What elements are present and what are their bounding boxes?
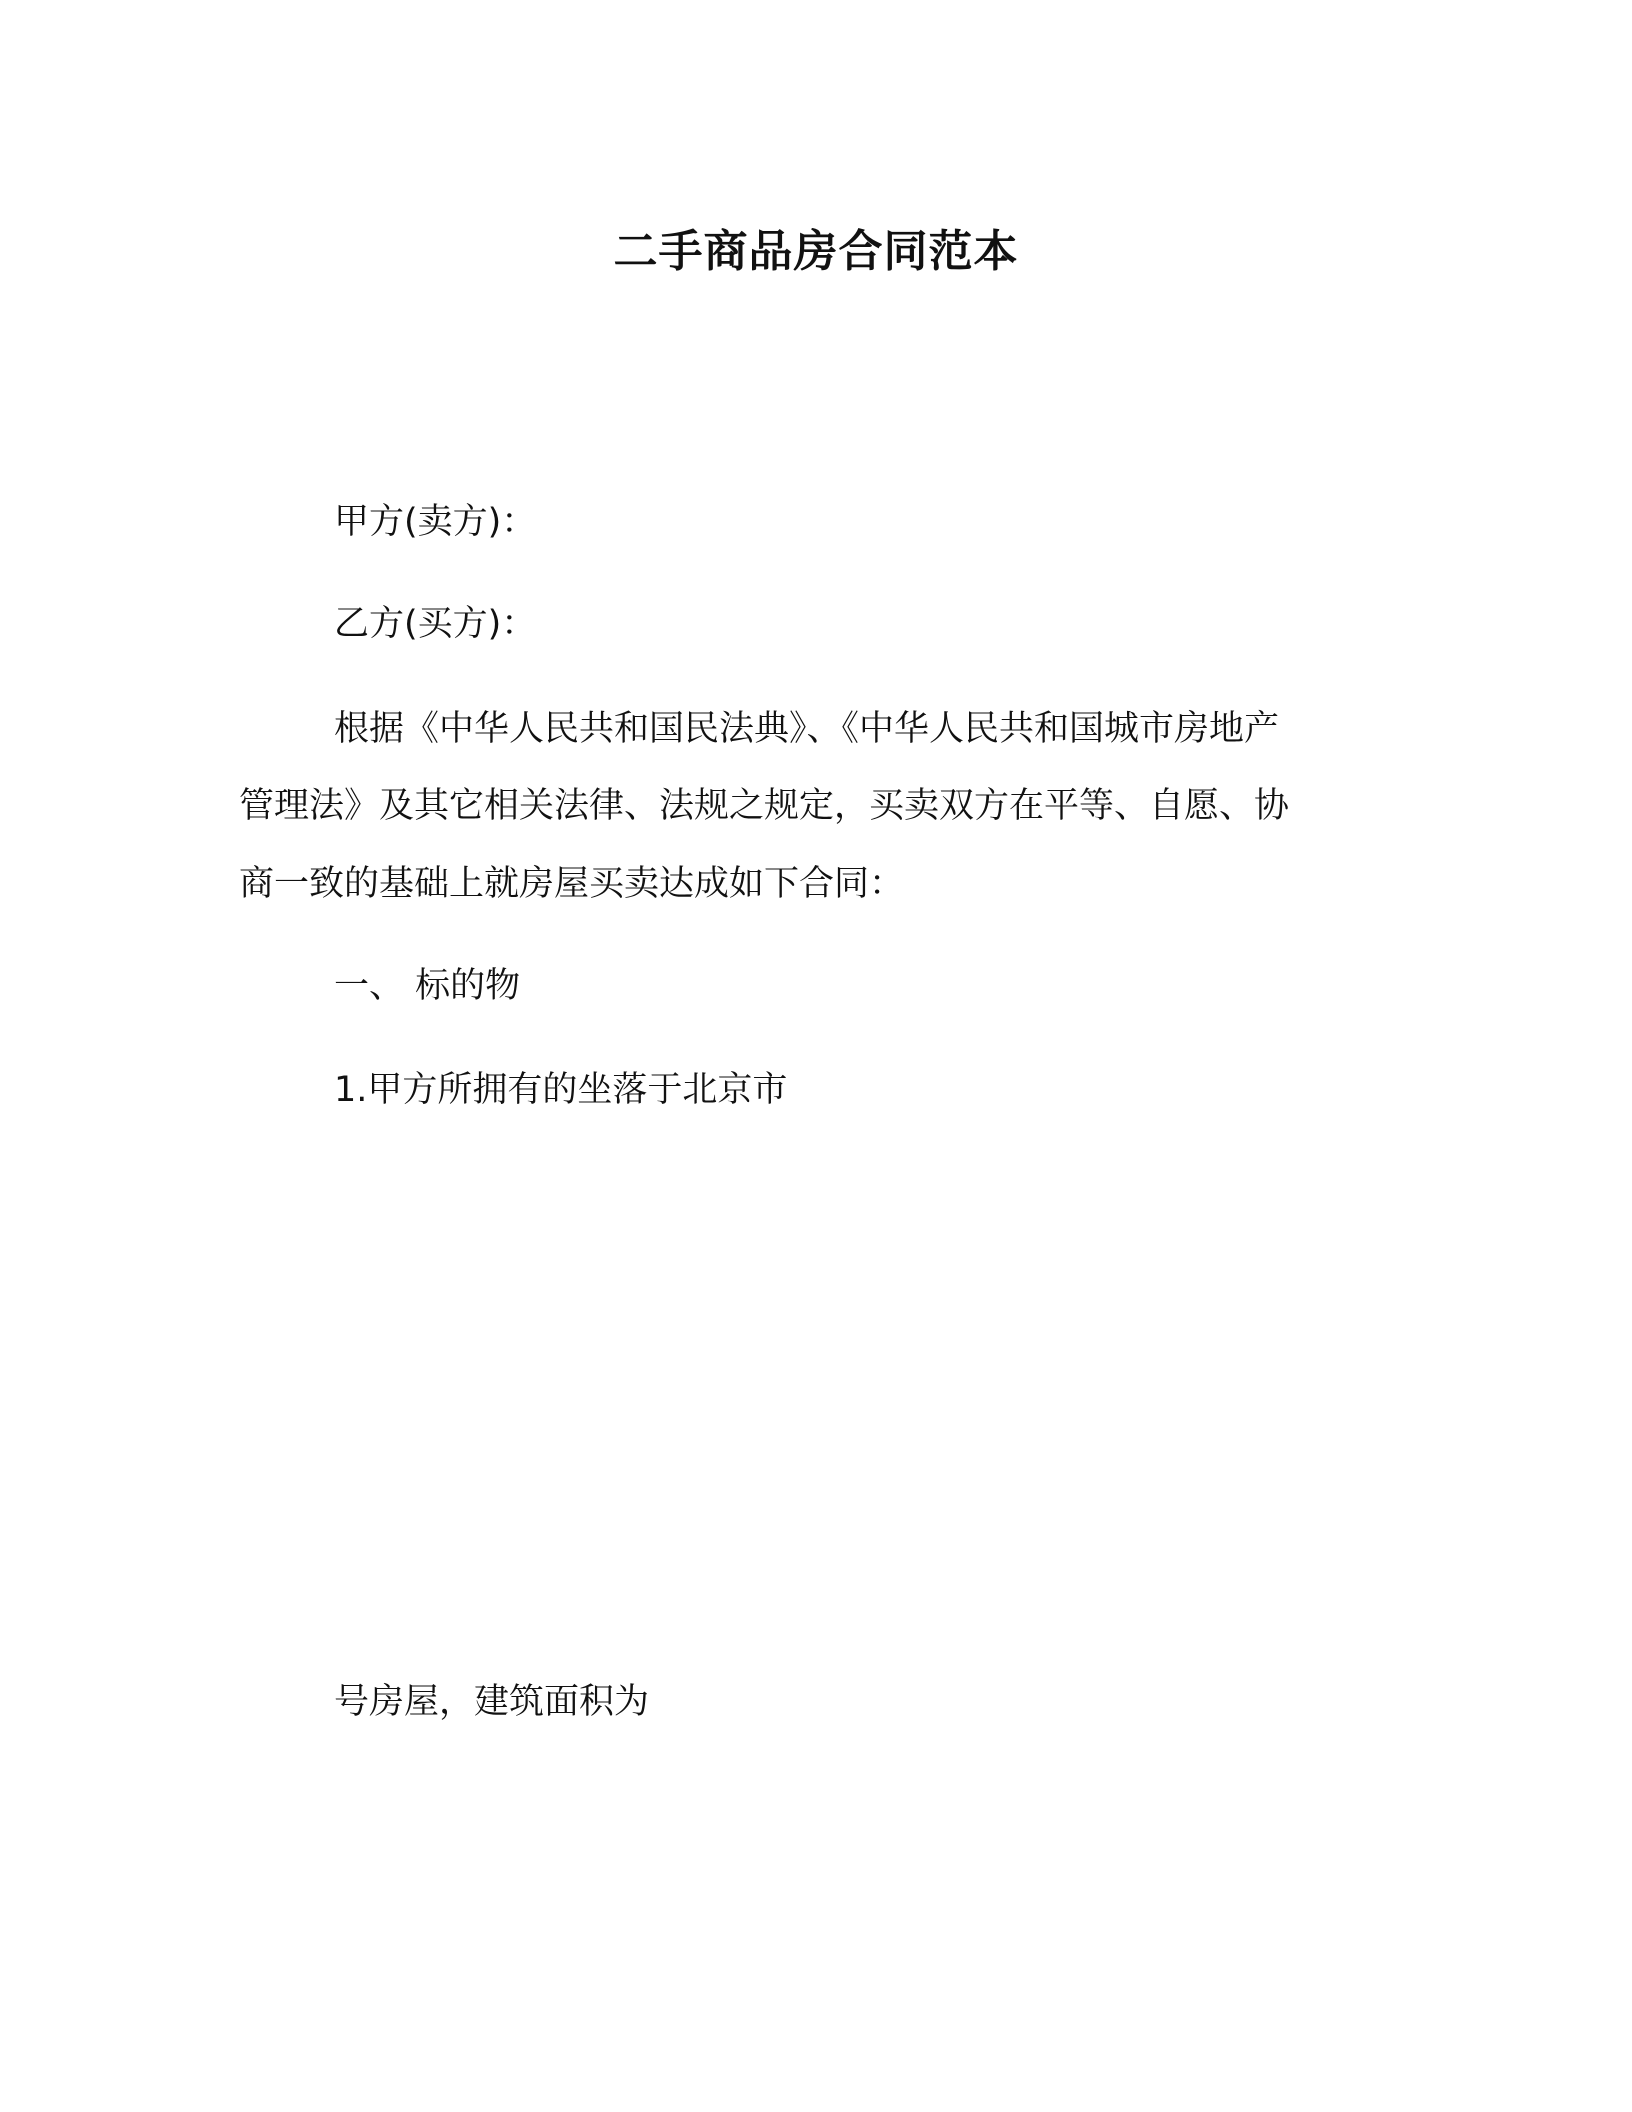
clause-1-1-continuation: 号房屋，建筑面积为 [334,1682,650,1722]
party-a-label: 甲方(卖方)： [334,502,537,542]
preamble-line-1: 根据《中华人民共和国民法典》、《中华人民共和国城市房地产 [334,709,1280,749]
preamble-line-2: 管理法》及其它相关法律、法规之规定，买卖双方在平等、自愿、协 [239,786,1290,826]
document-title: 二手商品房合同范本 [613,226,1019,277]
preamble-line-3: 商一致的基础上就房屋买卖达成如下合同： [239,864,905,904]
section-1-heading: 一、 标的物 [334,966,521,1006]
clause-1-1: 1.甲方所拥有的坐落于北京市 [334,1070,788,1110]
party-b-label: 乙方(买方)： [334,604,537,644]
